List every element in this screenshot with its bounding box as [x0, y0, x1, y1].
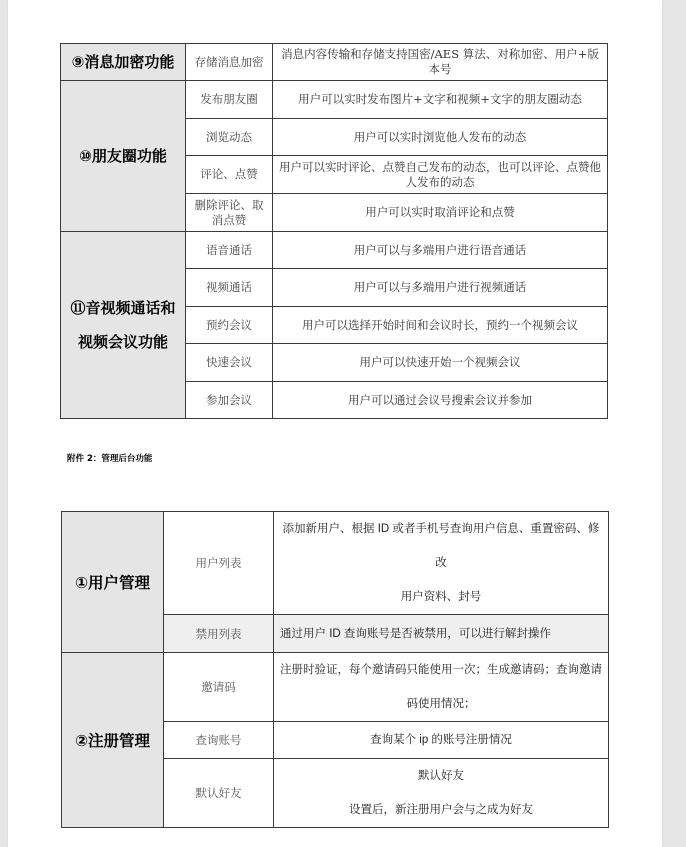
description-line: 码使用情况； — [406, 698, 476, 710]
feature-cell: 用户列表 — [164, 512, 274, 615]
description-cell — [274, 722, 609, 759]
client-features-table — [60, 43, 608, 419]
feature-cell: 默认好友 — [164, 759, 274, 828]
description-cell: 用户可以选择开始时间和会议时长，预约一个视频会议 — [273, 307, 608, 344]
category-cell: ⑨消息加密功能 — [61, 44, 186, 81]
feature-cell: 视频通话 — [186, 269, 273, 307]
table-row — [61, 44, 608, 81]
feature-cell: 禁用列表 — [164, 615, 274, 653]
description-cell: 用户可以实时浏览他人发布的动态 — [273, 119, 608, 156]
description-cell: 用户可以通过会议号搜索会议并参加 — [273, 382, 608, 419]
description-cell: 消息内容传输和存储支持国密/AES 算法、对称加密、用户+版本号 — [273, 44, 608, 81]
feature-cell: 删除评论、取消点赞 — [186, 194, 273, 232]
document-page — [8, 0, 662, 847]
description-cell: 用户可以实时发布图片+文字和视频+文字的朋友圈动态 — [273, 81, 608, 119]
description-cell: 用户可以与多端用户进行视频通话 — [273, 269, 608, 307]
table-row — [61, 81, 608, 119]
description-line: 用户资料、封号 — [400, 591, 482, 603]
feature-cell: 浏览动态 — [186, 119, 273, 156]
feature-cell: 邀请码 — [164, 653, 274, 722]
description-cell: 用户可以实时取消评论和点赞 — [273, 194, 608, 232]
description-line: 注册时验证，每个邀请码只能使用一次；生成邀请码；查询邀请 — [280, 664, 602, 676]
description-cell — [274, 653, 609, 722]
category-cell: ⑪音视频通话和视频会议功能 — [61, 232, 186, 419]
category-cell: ⑩朋友圈功能 — [61, 81, 186, 232]
description-cell: 用户可以实时评论、点赞自己发布的动态，也可以评论、点赞他人发布的动态 — [273, 156, 608, 194]
feature-cell: 发布朋友圈 — [186, 81, 273, 119]
feature-cell: 存储消息加密 — [186, 44, 273, 81]
description-line: 通过用户 ID 查询账号是否被禁用，可以进行解封操作 — [280, 627, 551, 640]
description-line: 添加新用户、根据 ID 或者手机号查询用户信息、重置密码、修改 — [282, 523, 600, 569]
feature-cell: 快速会议 — [186, 344, 273, 382]
feature-cell: 参加会议 — [186, 382, 273, 419]
feature-cell: 语音通话 — [186, 232, 273, 269]
table-row — [62, 653, 609, 722]
description-line: 设置后，新注册用户会与之成为好友 — [349, 804, 533, 816]
description-cell: 用户可以与多端用户进行语音通话 — [273, 232, 608, 269]
feature-cell: 预约会议 — [186, 307, 273, 344]
feature-cell: 查询账号 — [164, 722, 274, 759]
category-cell: ①用户管理 — [62, 512, 164, 653]
description-line: 默认好友 — [418, 770, 464, 782]
category-cell: ②注册管理 — [62, 653, 164, 828]
feature-cell: 评论、点赞 — [186, 156, 273, 194]
description-cell — [274, 512, 609, 615]
description-line: 查询某个 ip 的账号注册情况 — [370, 734, 512, 746]
table-row — [62, 512, 609, 615]
table-row — [61, 232, 608, 269]
description-cell — [274, 759, 609, 828]
description-cell: 用户可以快速开始一个视频会议 — [273, 344, 608, 382]
appendix-heading: 附件 2：管理后台功能 — [67, 454, 153, 464]
admin-features-table — [61, 511, 609, 828]
description-cell — [274, 615, 609, 653]
